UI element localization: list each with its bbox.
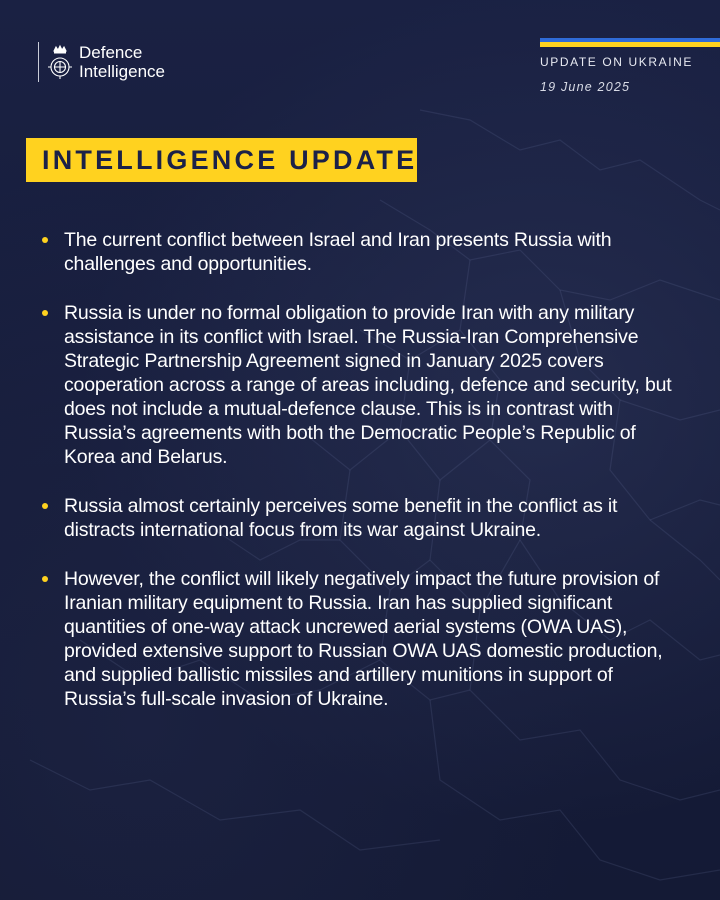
ukraine-flag-stripe <box>540 38 720 47</box>
bullet-item <box>42 494 682 542</box>
bullet-dot-icon <box>42 237 48 243</box>
logo-line-defence: Defence <box>79 43 143 62</box>
bullet-text: Russia almost certainly perceives some benefit in the conflict as it distracts international focus from its war against Ukraine. <box>64 495 618 541</box>
bullet-dot-icon <box>42 576 48 582</box>
logo-line-intelligence: Intelligence <box>79 62 166 81</box>
bullet-text: Russia is under no formal obligation to provide Iran with any military assistance in its conflict with Israel. The Russia-Iran Comprehensive Strategic Partnership Agreement signed in January 2025 covers cooperation across a range of areas including, defence and security, but does not include a mutual-defence clause. This is in contrast with Russia’s agreements with both the Democratic People’s Republic of Korea and Belarus. <box>64 302 672 468</box>
bullet-text: However, the conflict will likely negatively impact the future provision of Iranian military equipment to Russia. Iran has supplied significant quantities of one-way attack uncrewed aerial systems (OWA UAS), provided extensive support to Russian OWA UAS domestic production, and supplied ballistic missiles and artillery munitions in support of Russia’s full-scale invasion of Ukraine. <box>64 568 663 710</box>
banner-title: INTELLIGENCE UPDATE <box>42 144 418 175</box>
crest-icon <box>47 43 73 81</box>
logo-divider <box>38 42 39 82</box>
bullet-dot-icon <box>42 310 48 316</box>
logo-text <box>79 43 165 81</box>
bullet-item <box>42 301 682 469</box>
bullet-item <box>42 567 682 711</box>
update-label: UPDATE ON UKRAINE <box>540 55 693 69</box>
intelligence-update-banner <box>26 138 417 182</box>
bullet-text: The current conflict between Israel and Iran presents Russia with challenges and opportunities. <box>64 229 612 275</box>
flag-yellow-band <box>540 42 720 47</box>
bullet-item <box>42 228 682 276</box>
bullet-dot-icon <box>42 503 48 509</box>
defence-intelligence-logo <box>38 42 165 82</box>
bullet-list <box>42 228 682 736</box>
update-date: 19 June 2025 <box>540 80 631 94</box>
